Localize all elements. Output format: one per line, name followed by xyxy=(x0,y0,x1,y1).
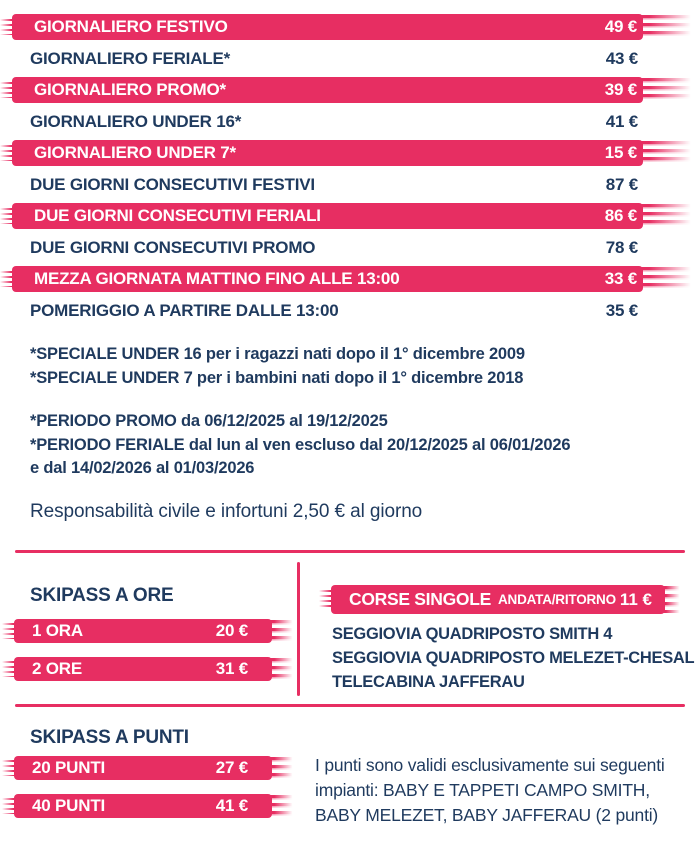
price-row-price: 49 € xyxy=(604,17,637,36)
period-notes xyxy=(30,410,570,481)
price-row-label: DUE GIORNI CONSECUTIVI FESTIVI xyxy=(30,174,315,194)
price-row-corse-singole xyxy=(331,585,665,614)
price-row-price: 35 € xyxy=(605,300,638,320)
vertical-divider xyxy=(297,562,300,696)
price-row-mezza-giornata xyxy=(12,266,643,292)
horizontal-divider xyxy=(15,550,685,553)
price-row-giornaliero-festivo xyxy=(12,14,643,40)
points-validity-note xyxy=(315,753,665,828)
price-row-label: 2 ORE xyxy=(32,659,83,678)
price-row-label: MEZZA GIORNATA MATTINO FINO ALLE 13:00 xyxy=(34,269,400,288)
price-row-20punti xyxy=(14,756,272,780)
price-row-2ore xyxy=(14,657,272,681)
price-row-due-giorni-feriali xyxy=(12,203,643,229)
price-row-price: 20 € xyxy=(215,621,248,640)
price-row-price: 87 € xyxy=(605,174,638,194)
price-row-price: 41 € xyxy=(605,111,638,131)
single-ride-lifts-list xyxy=(332,622,694,694)
price-row-price: 41 € xyxy=(215,796,248,815)
note-periodo-feriale: *PERIODO FERIALE dal lun al ven escluso dal 20/12/2025 al 06/01/2026 xyxy=(30,435,571,454)
price-row-label: POMERIGGIO A PARTIRE DALLE 13:00 xyxy=(30,300,339,320)
price-row-price: 15 € xyxy=(604,143,637,162)
corse-singole-subtitle: ANDATA/RITORNO xyxy=(497,592,616,607)
points-note-line: impianti: BABY E TAPPETI CAMPO SMITH, xyxy=(315,780,650,800)
price-row-due-giorni-festivi xyxy=(30,172,638,198)
price-row-price: 39 € xyxy=(604,80,637,99)
price-row-1ora xyxy=(14,619,272,643)
price-row-price: 78 € xyxy=(605,237,638,257)
insurance-note: Responsabilità civile e infortuni 2,50 € al giorno xyxy=(30,501,423,522)
price-row-price: 27 € xyxy=(215,758,248,777)
points-note-line: BABY MELEZET, BABY JAFFERAU (2 punti) xyxy=(315,805,659,825)
note-under16: *SPECIALE UNDER 16 per i ragazzi nati dopo il 1° dicembre 2009 xyxy=(30,345,525,363)
price-row-price: 43 € xyxy=(605,48,638,68)
horizontal-divider xyxy=(15,704,685,707)
daily-prices-section xyxy=(0,14,700,324)
price-row-label: GIORNALIERO FESTIVO xyxy=(34,17,228,36)
price-row-label: GIORNALIERO UNDER 16* xyxy=(30,111,242,131)
special-age-notes xyxy=(30,342,525,390)
price-row-label: DUE GIORNI CONSECUTIVI FERIALI xyxy=(34,206,321,225)
corse-singole-title: CORSE SINGOLE xyxy=(349,589,491,609)
points-note-line: I punti sono validi esclusivamente sui seguenti xyxy=(315,755,665,775)
price-row-label: GIORNALIERO FERIALE* xyxy=(30,48,231,68)
price-row-price: 11 € xyxy=(619,589,652,609)
lift-item: TELECABINA JAFFERAU xyxy=(332,673,525,691)
price-row-pomeriggio xyxy=(30,298,638,324)
price-row-price: 31 € xyxy=(215,659,248,678)
note-under7: *SPECIALE UNDER 7 per i bambini nati dopo il 1° dicembre 2018 xyxy=(30,369,524,387)
price-row-giornaliero-under7 xyxy=(12,140,643,166)
section-title-skipass-ore: SKIPASS A ORE xyxy=(30,585,174,606)
price-row-label: GIORNALIERO PROMO* xyxy=(34,80,226,99)
note-periodo-promo: *PERIODO PROMO da 06/12/2025 al 19/12/2025 xyxy=(30,412,388,430)
price-row-price: 86 € xyxy=(604,206,637,225)
price-row-label: DUE GIORNI CONSECUTIVI PROMO xyxy=(30,237,316,257)
price-row-label: 40 PUNTI xyxy=(32,796,106,815)
price-row-label: GIORNALIERO UNDER 7* xyxy=(34,143,236,162)
price-row-giornaliero-feriale xyxy=(30,46,638,72)
section-title-skipass-punti: SKIPASS A PUNTI xyxy=(30,727,189,748)
price-row-label: 1 ORA xyxy=(32,621,83,640)
note-periodo-feriale-cont: e dal 14/02/2026 al 01/03/2026 xyxy=(30,459,255,477)
price-row-label: 20 PUNTI xyxy=(32,758,106,777)
lift-item: SEGGIOVIA QUADRIPOSTO MELEZET-CHESAL xyxy=(332,649,695,667)
price-row-40punti xyxy=(14,794,272,818)
price-row-giornaliero-under16 xyxy=(30,109,638,135)
price-row-due-giorni-promo xyxy=(30,235,638,261)
price-row-giornaliero-promo xyxy=(12,77,643,103)
lift-item: SEGGIOVIA QUADRIPOSTO SMITH 4 xyxy=(332,625,613,643)
price-row-price: 33 € xyxy=(604,269,637,288)
